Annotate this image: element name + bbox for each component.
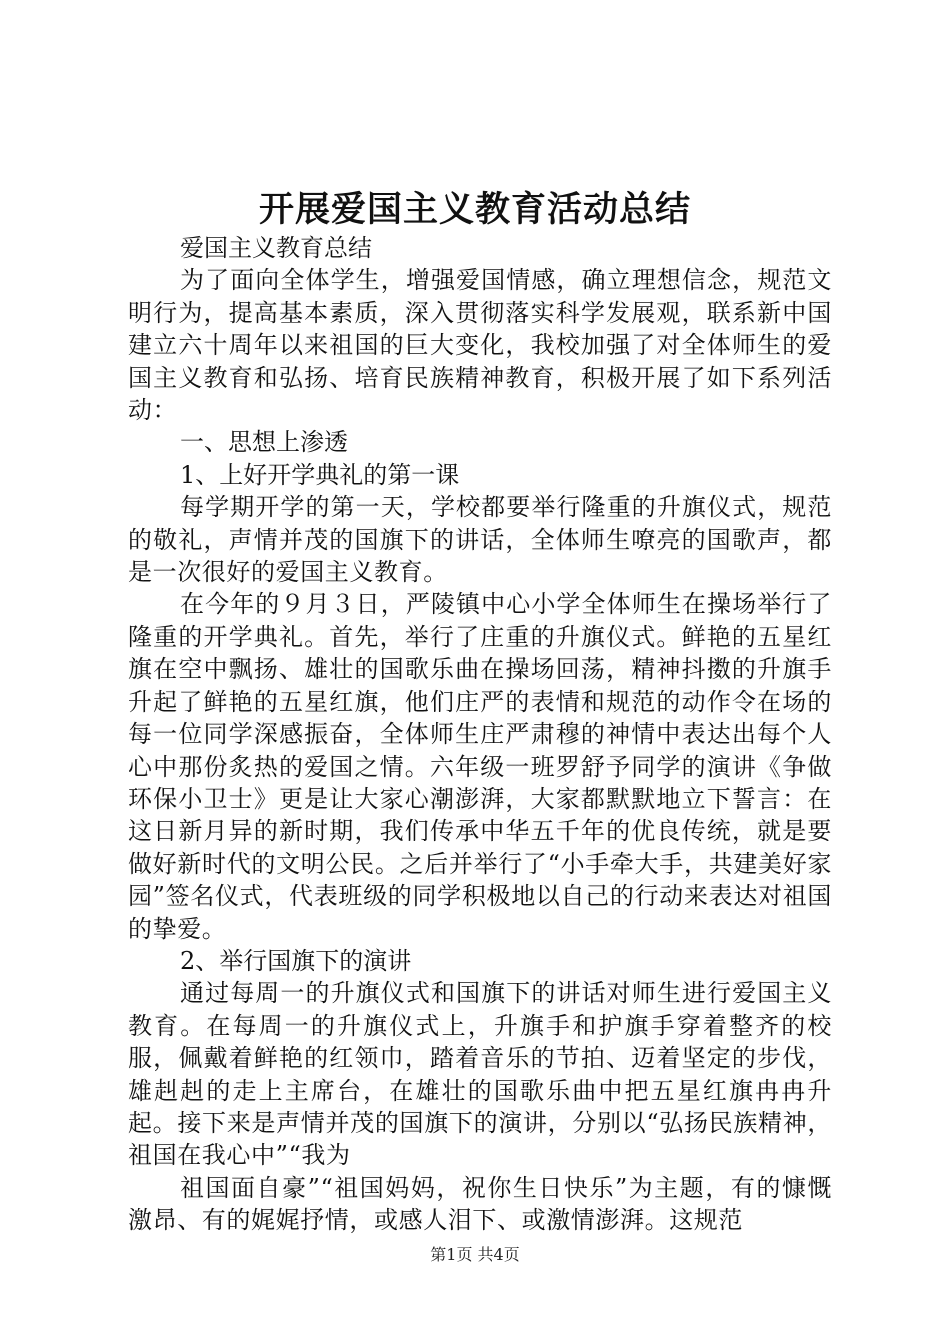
paragraph-flag-raising: 每学期开学的第一天，学校都要举行隆重的升旗仪式，规范的敬礼，声情并茂的国旗下的讲话，全体师生嘹亮的国歌声，都是一次很好的爱国主义教育。 bbox=[128, 493, 832, 587]
document-body bbox=[128, 232, 832, 1237]
section-heading-thought: 一、思想上渗透 bbox=[180, 428, 348, 457]
document-subtitle: 爱国主义教育总结 bbox=[180, 234, 372, 262]
paragraph-speech-themes: 祖国面自豪”“祖国妈妈，祝你生日快乐”为主题，有的慷慨激昂、有的娓娓抒情，或感人泪下、或激情澎湃。这规范 bbox=[128, 1173, 832, 1235]
page-number-footer: 第1页 共4页 bbox=[430, 1245, 520, 1264]
subsection-heading-flag-speech: 2、举行国旗下的演讲 bbox=[180, 946, 412, 975]
paragraph-intro: 为了面向全体学生，增强爱国情感，确立理想信念，规范文明行为，提高基本素质，深入贯彻落实科学发展观，联系新中国建立六十周年以来祖国的巨大变化，我校加强了对全体师生的爱国主义教育和弘扬、培育民族精神教育，积极开展了如下系列活动： bbox=[128, 266, 832, 425]
paragraph-sept-ceremony: 在今年的９月３日，严陵镇中心小学全体师生在操场举行了隆重的开学典礼。首先，举行了庄重的升旗仪式。鲜艳的五星红旗在空中飘扬、雄壮的国歌乐曲在操场回荡，精神抖擞的升旗手升起了鲜艳的五星红旗，他们庄严的表情和规范的动作令在场的每一位同学深感振奋，全体师生庄严肃穆的神情中表达出每个人心中那份炙热的爱国之情。六年级一班罗舒予同学的演讲《争做环保小卫士》更是让大家心潮澎湃，大家都默默地立下誓言：在这日新月异的新时期，我们传承中华五千年的优良传统，就是要做好新时代的文明公民。之后并举行了“小手牵大手，共建美好家园”签名仪式，代表班级的同学积极地以自己的行动来表达对祖国的挚爱。 bbox=[128, 590, 832, 943]
paragraph-monday-speech: 通过每周一的升旗仪式和国旗下的讲话对师生进行爱国主义教育。在每周一的升旗仪式上，升旗手和护旗手穿着整齐的校服，佩戴着鲜艳的红领巾，踏着音乐的节拍、迈着坚定的步伐，雄赳赳的走上主席台，在雄壮的国歌乐曲中把五星红旗冉冉升起。接下来是声情并茂的国旗下的演讲，分别以“弘扬民族精神，祖国在我心中”“我为 bbox=[128, 979, 832, 1170]
subsection-heading-opening-ceremony: 1、上好开学典礼的第一课 bbox=[180, 460, 460, 489]
document-title: 开展爱国主义教育活动总结 bbox=[258, 189, 691, 230]
